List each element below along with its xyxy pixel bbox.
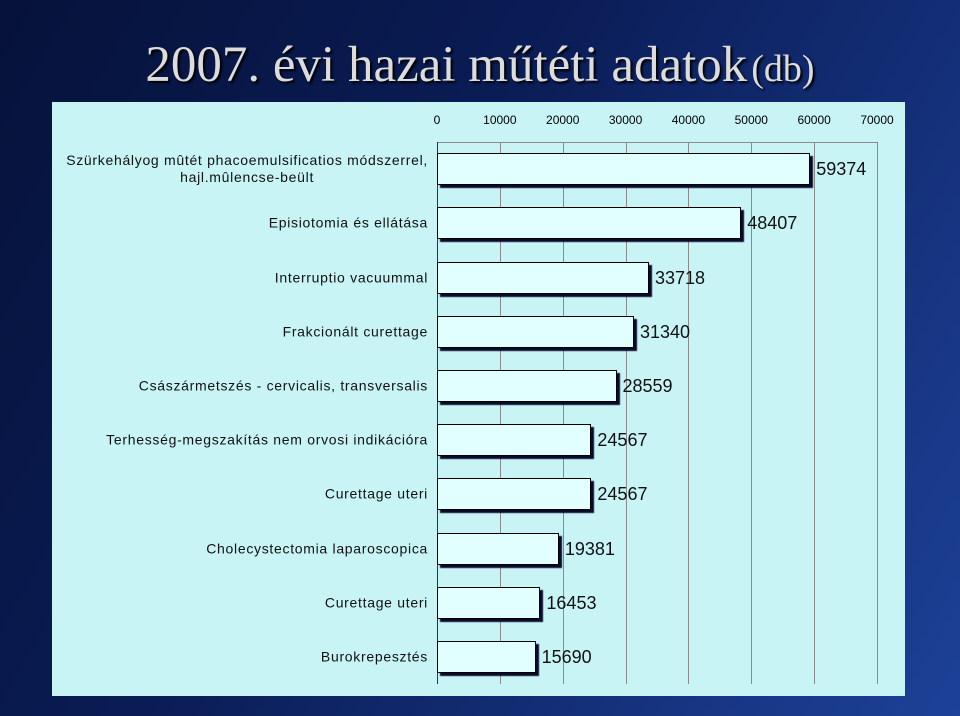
bar-chart [52,102,905,696]
category-label [52,269,428,286]
slide-title [0,37,960,93]
data-label: 28559 [622,375,673,396]
category-label-text: Szürkehályog mûtét phacoemulsificatios módszerrel, hajl.mûlencse-beült [66,152,428,186]
x-tick-label: 0 [433,113,441,127]
category-label [52,377,428,394]
x-tick-label: 10000 [483,113,517,127]
slide-title-main: 2007. évi hazai műtéti adatok [145,37,748,93]
category-label [52,215,428,232]
data-label: 15690 [541,646,592,667]
category-label-text: Interruptio vacuummal [274,269,428,285]
bar [437,641,536,673]
bar [437,587,540,619]
bar [437,262,649,294]
category-label [52,432,428,449]
x-tick-label: 50000 [734,113,768,127]
gridline [877,142,878,684]
x-tick-label: 70000 [860,113,894,127]
slide-title-unit: (db) [751,48,815,90]
bar [437,153,810,185]
bar [437,207,741,239]
data-label: 33718 [654,267,705,288]
category-label [52,594,428,611]
category-label-text: Burokrepesztés [320,648,428,665]
x-tick-label: 30000 [608,113,643,127]
bar [437,316,634,348]
data-label: 24567 [597,430,648,451]
data-label: 48407 [747,213,798,234]
category-label-text: Frakcionált curettage [282,323,428,340]
category-label [52,486,428,503]
category-label [52,648,428,665]
category-label [52,152,428,186]
category-label-text: Cholecystectomia laparoscopica [206,540,428,556]
data-label: 24567 [597,484,648,505]
data-label: 19381 [564,538,615,559]
bar [437,478,591,510]
data-label: 16453 [546,592,597,613]
category-label-text: Episiotomia és ellátása [268,214,428,231]
bar [437,370,617,402]
bar [437,533,559,565]
data-label: 31340 [639,321,691,342]
gridline [814,142,815,684]
category-label-text: Császármetszés - cervicalis, transversalis [138,377,428,394]
category-label-text: Curettage uteri [324,594,428,611]
category-label [52,540,428,557]
x-tick-label: 40000 [671,113,706,127]
category-label [52,323,428,340]
bar [437,424,591,456]
category-label-text: Curettage uteri [324,485,428,502]
x-tick-label: 20000 [546,113,580,127]
category-label-text: Terhesség-megszakítás nem orvosi indikációra [106,431,428,448]
x-tick-label: 60000 [797,113,831,127]
data-label: 59374 [816,159,867,180]
